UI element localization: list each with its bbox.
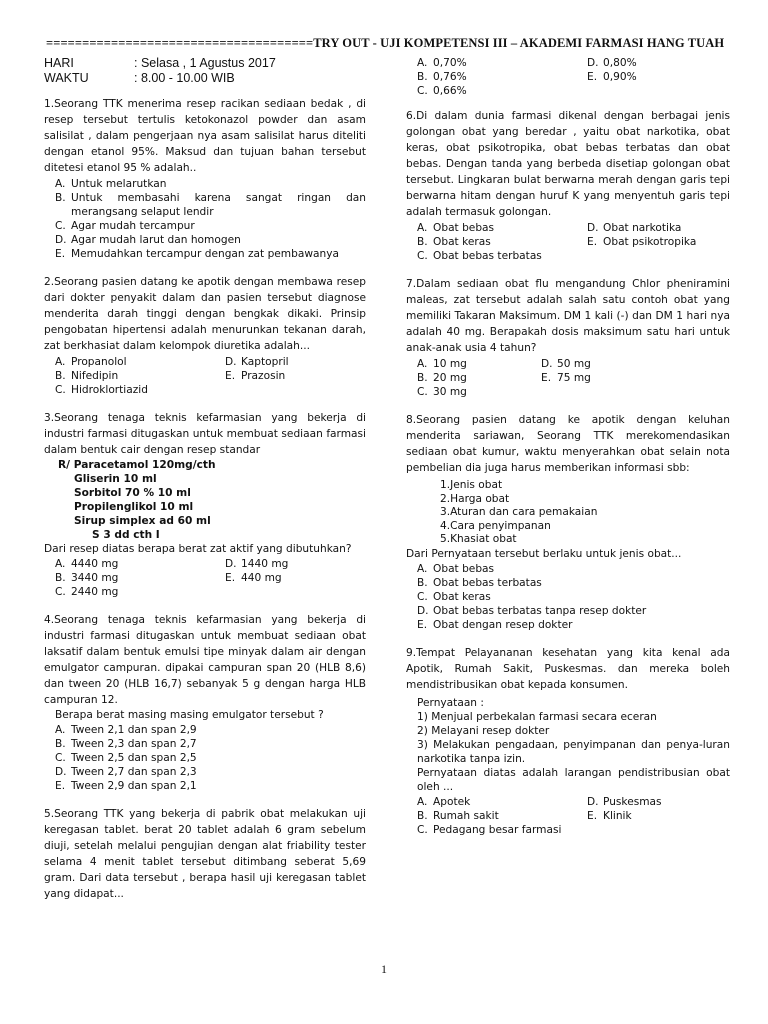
q8-option-a: A. Obat bebas bbox=[417, 562, 495, 575]
q3-option-e: E. 440 mg bbox=[225, 572, 282, 584]
day-value: : Selasa , 1 Agustus 2017 bbox=[134, 56, 276, 70]
info-list-item: 1.Jenis obat bbox=[440, 479, 503, 491]
page-number: 1 bbox=[381, 962, 387, 976]
statement-item: 1) Menjual perbekalan farmasi secara eceran bbox=[417, 710, 657, 723]
question-8-text: 8.Seorang pasien datang ke apotik dengan keluhan menderita sariawan, Seorang TTK merekomendasikan sediaan obat kumur, waktu menyerahkan obat selain nota pembelian dia juga harus memberikan informasi sbb: bbox=[406, 414, 730, 474]
question-4-question: Berapa berat masing masing emulgator tersebut ? bbox=[55, 709, 324, 721]
question-3-text: 3.Seorang tenaga teknis kefarmasian yang bekerja di industri farmasi ditugaskan untuk membuat sediaan farmasi dalam bentuk cair dengan resep standar bbox=[44, 412, 366, 456]
question-8-question: Dari Pernyataan tersebut berlaku untuk jenis obat... bbox=[406, 547, 682, 560]
question-5 bbox=[44, 806, 366, 902]
question-1-text: 1.Seorang TTK menerima resep racikan sediaan bedak , di resep tersebut tertulis ketokonazol powder dan asam salisilat , dalam pengerjaan nya asam salisilat harus diteliti dengan etanol 95%. Maksud dan tujuan bahan tersebut ditetesi etanol 95 % adalah.. bbox=[44, 98, 366, 174]
q3-option-b: B. 3440 mg bbox=[55, 572, 119, 584]
q7-option-c: C. 30 mg bbox=[417, 386, 467, 398]
time-value: : 8.00 - 10.00 WIB bbox=[134, 71, 235, 85]
recipe bbox=[44, 458, 366, 542]
recipe-line: Sirup simplex ad 60 ml bbox=[74, 515, 211, 527]
q7-option-d: D. 50 mg bbox=[541, 358, 591, 370]
right-column bbox=[406, 56, 730, 850]
q7-option-a: A. 10 mg bbox=[417, 358, 467, 370]
recipe-line: R/ Paracetamol 120mg/cth bbox=[58, 459, 216, 471]
q1-option-e: E. Memudahkan tercampur dengan zat pembawanya bbox=[55, 248, 339, 260]
q8-option-c: C. Obat keras bbox=[417, 590, 491, 603]
left-column bbox=[44, 56, 366, 915]
q9-option-b: B. Rumah sakit bbox=[417, 809, 499, 822]
question-7-text: 7.Dalam sediaan obat flu mengandung Chlor pheniramini maleas, zat tersebut adalah salah satu contoh obat yang memiliki Takaran Maksimum. DM 1 kali (-) dan DM 1 hari nya adalah 40 mg. Berapakah dosis maksimum satu hari untuk anak-anak usia 4 tahun? bbox=[406, 278, 730, 354]
q1-option-c: C. Agar mudah tercampur bbox=[55, 220, 195, 232]
question-3-question: Dari resep diatas berapa berat zat aktif yang dibutuhkan? bbox=[44, 543, 352, 555]
question-5-text: 5.Seorang TTK yang bekerja di pabrik obat melakukan uji keregasan tablet. berat 20 tablet adalah 6 gram sebelum diuji, setelah melalui pengujian dengan alat friability tester selama 4 menit tablet tersebut ditimbang seberat 5,69 gram. Dari data tersebut , berapa hasil uji keregasan tablet yang didapat... bbox=[44, 808, 366, 900]
statement-item: 2) Melayani resep dokter bbox=[417, 724, 550, 737]
q6-option-c: C. Obat bebas terbatas bbox=[417, 250, 542, 262]
q2-option-d: D. Kaptopril bbox=[225, 356, 289, 368]
info-list-item: 4.Cara penyimpanan bbox=[440, 519, 551, 532]
info-list-item: 3.Aturan dan cara pemakaian bbox=[440, 506, 598, 518]
q5-option-c: C. 0,66% bbox=[417, 85, 467, 97]
q2-option-b: B. Nifedipin bbox=[55, 370, 119, 382]
question-3 bbox=[44, 410, 366, 599]
statement-item: 3) Melakukan pengadaan, penyimpanan dan penya-luran narkotika tanpa izin. bbox=[417, 738, 730, 765]
q7-option-b: B. 20 mg bbox=[417, 372, 467, 384]
recipe-line: Sorbitol 70 % 10 ml bbox=[74, 487, 191, 499]
statement-title: Pernyataan : bbox=[417, 696, 484, 709]
recipe-line: S 3 dd cth I bbox=[92, 529, 160, 541]
q3-option-d: D. 1440 mg bbox=[225, 558, 289, 570]
q3-option-a: A. 4440 mg bbox=[55, 558, 119, 570]
q1-option-d: D. Agar mudah larut dan homogen bbox=[55, 234, 241, 246]
recipe-line: Gliserin 10 ml bbox=[74, 473, 157, 485]
q9-option-e: E. Klinik bbox=[587, 809, 632, 822]
question-4 bbox=[44, 612, 366, 793]
question-2 bbox=[44, 274, 366, 397]
question-7 bbox=[406, 276, 730, 399]
question-5-options bbox=[406, 56, 730, 98]
q5-option-a: A. 0,70% bbox=[417, 57, 467, 69]
q9-option-a: A. Apotek bbox=[417, 795, 471, 808]
q8-option-e: E. Obat dengan resep dokter bbox=[417, 618, 573, 631]
q6-option-d: D. Obat narkotika bbox=[587, 222, 682, 234]
q9-option-c: C. Pedagang besar farmasi bbox=[417, 823, 562, 836]
q4-option-b: B. Tween 2,3 dan span 2,7 bbox=[55, 738, 197, 750]
q4-option-d: D. Tween 2,7 dan span 2,3 bbox=[55, 766, 197, 778]
q7-option-e: E. 75 mg bbox=[541, 372, 591, 384]
q6-option-b: B. Obat keras bbox=[417, 236, 491, 248]
q8-option-d: D. Obat bebas terbatas tanpa resep dokter bbox=[417, 604, 647, 617]
q2-option-e: E. Prazosin bbox=[225, 370, 286, 382]
recipe-line: Propilenglikol 10 ml bbox=[74, 501, 194, 513]
q1-option-b: B. Untuk membasahi karena sangat ringan dan merangsang selaput lendir bbox=[55, 192, 366, 218]
question-9-question: Pernyataan diatas adalah larangan pendistribusian obat oleh ... bbox=[417, 766, 730, 793]
question-6 bbox=[406, 108, 730, 263]
question-4-text: 4.Seorang tenaga teknis kefarmasian yang bekerja di industri farmasi ditugaskan untuk membuat sediaan obat laksatif dalam bentuk emulsi tipe minyak dalam air dengan emulgator campuran. dipakai campuran span 20 (HLB 8,6) dan tween 20 (HLB 16,7) sebanyak 5 g dengan harga HLB campuran 12. bbox=[44, 614, 366, 706]
q2-option-c: C. Hidroklortiazid bbox=[55, 384, 148, 396]
info-list-item: 2.Harga obat bbox=[440, 492, 510, 505]
question-6-text: 6.Di dalam dunia farmasi dikenal dengan berbagai jenis golongan obat yang beredar , yaitu obat narkotika, obat keras, obat psikotropika, obat bebas terbatas dan obat bebas. Dengan tanda yang berbeda disetiap golongan obat tersebut. Lingkaran bulat berwarna merah dengan garis tepi berwarna hitam dengan huruf K yang menyentuh garis tepi adalah termasuk golongan. bbox=[406, 110, 730, 218]
q8-option-b: B. Obat bebas terbatas bbox=[417, 576, 542, 589]
exam-header: =====================================TRY OUT - UJI KOMPETENSI III – AKADEMI FARMASI HANG TUAH bbox=[46, 36, 725, 50]
question-9-text: 9.Tempat Pelayananan kesehatan yang kita kenal ada Apotik, Rumah Sakit, Puskesmas. dan mereka boleh mendistribusikan obat kepada konsumen. bbox=[406, 646, 730, 691]
q9-option-d: D. Puskesmas bbox=[587, 795, 662, 808]
q1-option-a: A. Untuk melarutkan bbox=[55, 178, 167, 190]
info-list-item: 5.Khasiat obat bbox=[440, 533, 517, 545]
question-8 bbox=[406, 412, 730, 632]
q6-option-e: E. Obat psikotropika bbox=[587, 236, 697, 248]
exam-meta bbox=[44, 56, 366, 86]
q5-option-e: E. 0,90% bbox=[587, 71, 637, 83]
q3-option-c: C. 2440 mg bbox=[55, 586, 119, 598]
q4-option-e: E. Tween 2,9 dan span 2,1 bbox=[55, 780, 197, 792]
question-1 bbox=[44, 96, 366, 261]
q5-option-d: D. 0,80% bbox=[587, 57, 637, 69]
q6-option-a: A. Obat bebas bbox=[417, 222, 495, 234]
question-2-text: 2.Seorang pasien datang ke apotik dengan membawa resep dari dokter penyakit dalam dan pasien tersebut diagnose menderita darah tinggi dengan bengkak dikaki. Prinsip pengobatan hipertensi adalah menurunkan tekanan darah, zat berkhasiat dalam kelompok diuretika adalah... bbox=[44, 276, 366, 352]
q4-option-a: A. Tween 2,1 dan span 2,9 bbox=[55, 724, 197, 736]
time-label: WAKTU bbox=[44, 71, 89, 85]
q2-option-a: A. Propanolol bbox=[55, 356, 127, 368]
day-label: HARI bbox=[44, 56, 74, 70]
q4-option-c: C. Tween 2,5 dan span 2,5 bbox=[55, 752, 197, 764]
q5-option-b: B. 0,76% bbox=[417, 71, 467, 83]
question-9 bbox=[406, 645, 730, 837]
